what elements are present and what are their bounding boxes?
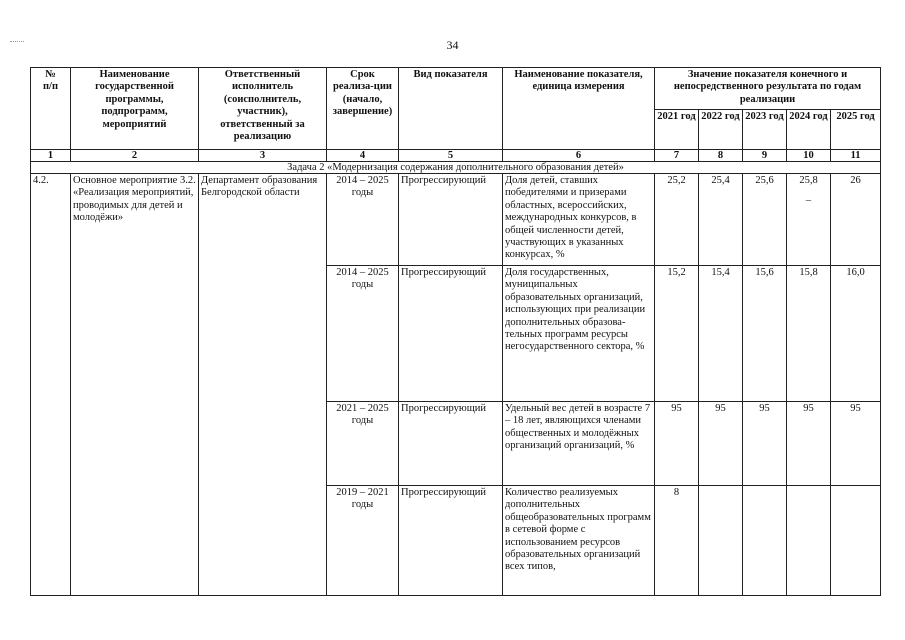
- task-row: [31, 162, 881, 174]
- column-number: 10: [787, 150, 831, 162]
- task-title: Задача 2 «Модернизация содержания дополнительного образования детей»: [31, 162, 881, 174]
- value-text: 25,8: [799, 175, 818, 186]
- indicator-cell: Удельный вес детей в возрасте 7 – 18 лет, являющихся членами общественных и молодёжных организаций организаций, %: [503, 402, 655, 486]
- kind-cell: Прогрессирующий: [399, 174, 503, 266]
- column-number: 2: [71, 150, 199, 162]
- column-number: 7: [655, 150, 699, 162]
- value-2022: 95: [699, 402, 743, 486]
- header-kind: Вид показателя: [399, 68, 503, 150]
- header-year-2024: 2024 год: [787, 110, 831, 150]
- column-number: 1: [31, 150, 71, 162]
- header-no: № п/п: [31, 68, 71, 150]
- item-responsible: Департамент образования Белгородской области: [199, 174, 327, 596]
- header-row-1: [31, 68, 881, 110]
- table-row: [31, 174, 881, 266]
- value-2025: 26: [831, 174, 881, 266]
- column-number: 8: [699, 150, 743, 162]
- column-number: 5: [399, 150, 503, 162]
- header-year-2022: 2022 год: [699, 110, 743, 150]
- value-2021: 25,2: [655, 174, 699, 266]
- column-number: 3: [199, 150, 327, 162]
- dash-mark: –: [805, 195, 812, 207]
- value-2024: [787, 486, 831, 596]
- value-2025: [831, 486, 881, 596]
- header-responsible: Ответственный исполнитель (соисполнитель, участник), ответственный за реализацию: [199, 68, 327, 150]
- value-2023: 95: [743, 402, 787, 486]
- column-number: 4: [327, 150, 399, 162]
- indicator-cell: Количество реализуемых дополнительных общеобразовательных программ в сетевой форме с использованием ресурсов образовательных организаций всех типов,: [503, 486, 655, 596]
- indicators-table: [30, 67, 881, 596]
- header-indicator: Наименование показателя, единица измерения: [503, 68, 655, 150]
- value-2021: 15,2: [655, 266, 699, 402]
- term-cell: 2019 – 2021 годы: [327, 486, 399, 596]
- term-cell: 2014 – 2025 годы: [327, 266, 399, 402]
- value-2024: 15,8: [787, 266, 831, 402]
- value-2022: 25,4: [699, 174, 743, 266]
- header-year-2021: 2021 год: [655, 110, 699, 150]
- indicator-cell: Доля государственных, муниципальных образовательных организаций, использующих при реализации дополнительных образова-тельных программ ресурсы негосударственного сектора, %: [503, 266, 655, 402]
- term-cell: 2021 – 2025 годы: [327, 402, 399, 486]
- column-number: 9: [743, 150, 787, 162]
- value-2023: [743, 486, 787, 596]
- header-year-2023: 2023 год: [743, 110, 787, 150]
- kind-cell: Прогрессирующий: [399, 486, 503, 596]
- value-2021: 8: [655, 486, 699, 596]
- header-year-2025: 2025 год: [831, 110, 881, 150]
- header-values: Значение показателя конечного и непосредственного результата по годам реализации: [655, 68, 881, 110]
- edge-mark: [10, 41, 24, 43]
- page-number: 34: [446, 38, 459, 52]
- value-2023: 15,6: [743, 266, 787, 402]
- term-cell: 2014 – 2025 годы: [327, 174, 399, 266]
- kind-cell: Прогрессирующий: [399, 402, 503, 486]
- item-number: 4.2.: [31, 174, 71, 596]
- value-2023: 25,6: [743, 174, 787, 266]
- item-name: Основное мероприятие 3.2. «Реализация мероприятий, проводимых для детей и молодёжи»: [71, 174, 199, 596]
- indicator-cell: Доля детей, ставших победителями и призерами областных, всероссийских, международных конкурсов, в общей численности детей, участвующих в указанных конкурсах, %: [503, 174, 655, 266]
- header-term: Срок реализа-ции (начало, завершение): [327, 68, 399, 150]
- value-2024: [787, 174, 831, 266]
- value-2024: 95: [787, 402, 831, 486]
- column-number: 11: [831, 150, 881, 162]
- column-number-row: [31, 150, 881, 162]
- value-2022: [699, 486, 743, 596]
- value-2025: 95: [831, 402, 881, 486]
- header-name: Наименование государственной программы, подпрограмм, мероприятий: [71, 68, 199, 150]
- value-2021: 95: [655, 402, 699, 486]
- value-2025: 16,0: [831, 266, 881, 402]
- value-2022: 15,4: [699, 266, 743, 402]
- column-number: 6: [503, 150, 655, 162]
- kind-cell: Прогрессирующий: [399, 266, 503, 402]
